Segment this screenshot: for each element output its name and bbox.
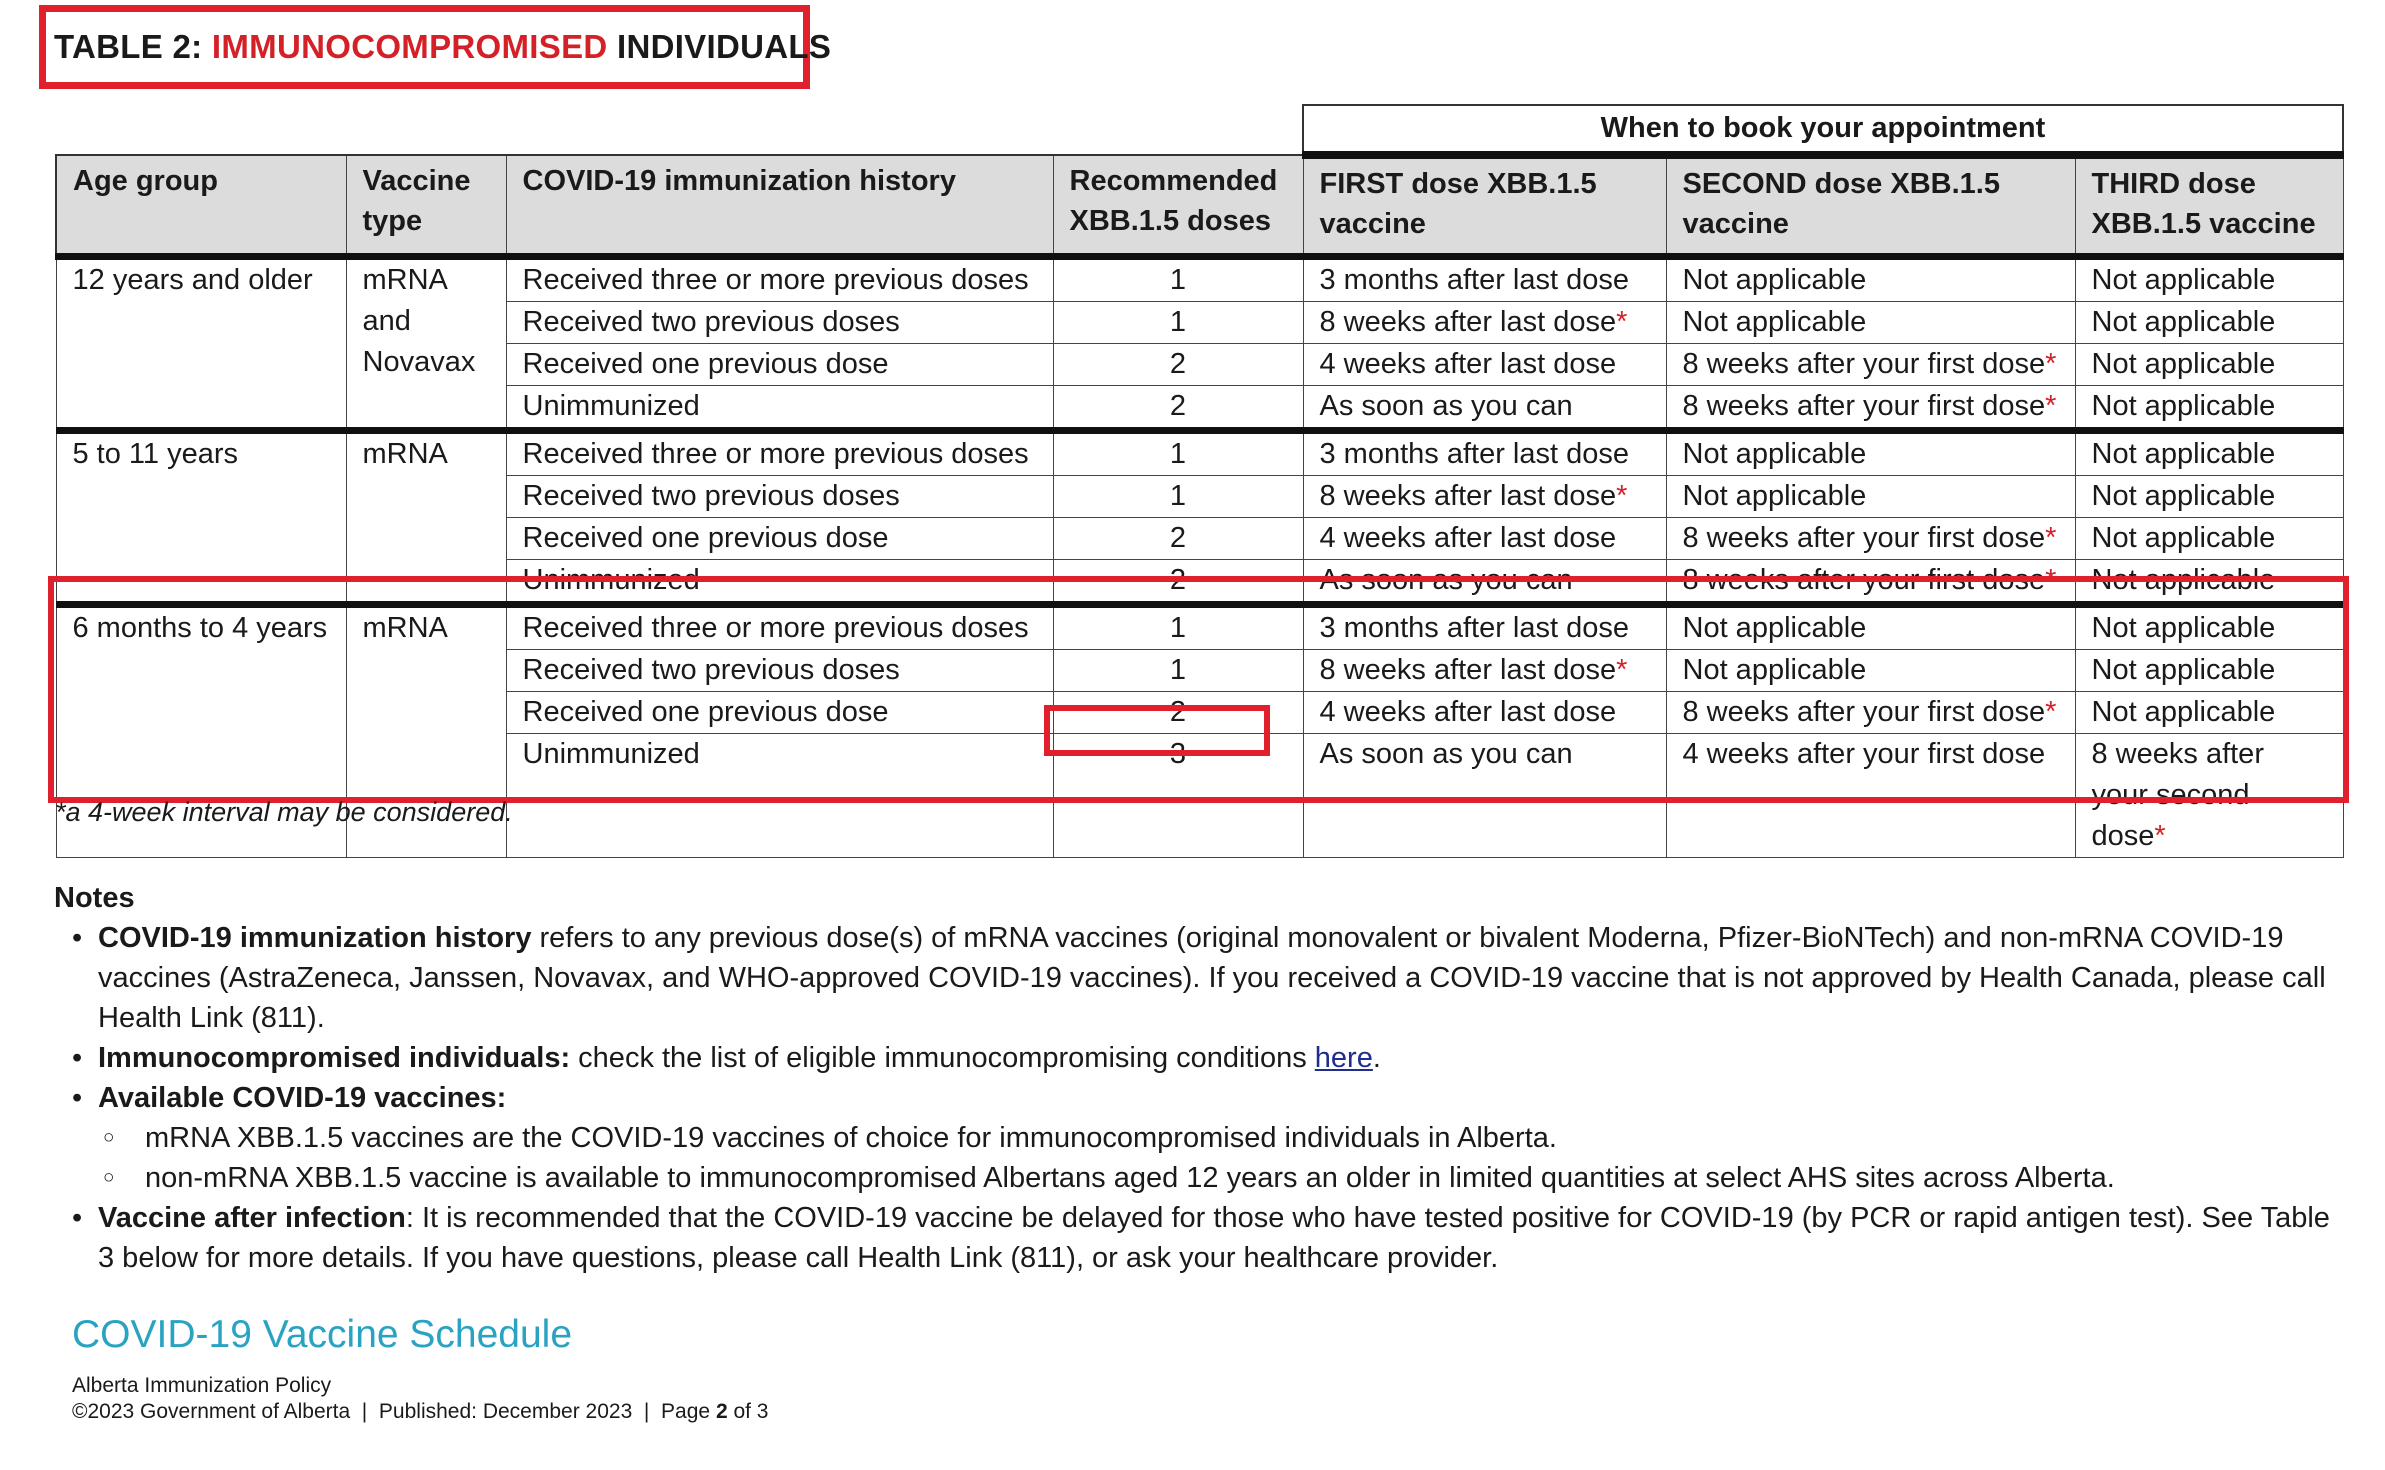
doses-cell: 2 [1053,560,1303,605]
vaccine-type-cell: mRNA and Novavax [346,257,506,431]
second-dose-cell: Not applicable [1666,257,2075,302]
history-cell: Received two previous doses [506,650,1053,692]
note-immunization-history: • COVID-19 immunization history refers to any previous dose(s) of mRNA vaccines (original monovalent or bivalent Moderna, Pfizer-BioNTech) and non-mRNA COVID-19 vaccines (AstraZeneca, Janssen, Novavax, and WHO-approved COVID-19 vaccines). If you received a COVID-19 vaccine that is not approved by Health Canada, please call Health Link (811). [58,918,2348,1038]
second-dose-cell: Not applicable [1666,650,2075,692]
first-dose-cell: 4 weeks after last dose [1303,692,1666,734]
asterisk-marker: * [2045,696,2057,728]
second-dose-cell: Not applicable [1666,605,2075,650]
doses-cell: 1 [1053,476,1303,518]
conditions-list-link[interactable]: here [1314,1042,1373,1074]
second-dose-cell: 8 weeks after your first dose* [1666,692,2075,734]
doses-cell: 1 [1053,605,1303,650]
header-immunization-history: COVID-19 immunization history [506,155,1053,257]
doses-cell: 2 [1053,518,1303,560]
footer-copyright: ©2023 Government of Alberta | Published: December 2023 | Page 2 of 3 [72,1400,769,1423]
third-dose-cell: Not applicable [2075,560,2343,605]
second-dose-cell: 8 weeks after your first dose* [1666,560,2075,605]
asterisk-marker: * [2045,390,2057,422]
doses-cell: 2 [1053,344,1303,386]
history-cell: Unimmunized [506,734,1053,858]
page-current: 2 [715,1400,728,1423]
asterisk-marker: * [2154,820,2166,852]
doses-cell: 1 [1053,650,1303,692]
second-dose-cell: Not applicable [1666,476,2075,518]
doses-cell: 1 [1053,431,1303,476]
first-dose-cell: 4 weeks after last dose [1303,518,1666,560]
third-dose-cell: Not applicable [2075,692,2343,734]
doses-cell: 3 [1053,734,1303,858]
second-dose-cell: 8 weeks after your first dose* [1666,344,2075,386]
history-cell: Received two previous doses [506,476,1053,518]
first-dose-cell: As soon as you can [1303,560,1666,605]
second-dose-cell: Not applicable [1666,302,2075,344]
header-age-group: Age group [56,155,346,257]
age-group-cell: 5 to 11 years [56,431,346,605]
asterisk-marker: * [1616,306,1628,338]
footer-policy: Alberta Immunization Policy [72,1374,332,1397]
note-vaccine-after-infection: • Vaccine after infection: It is recommended that the COVID-19 vaccine be delayed for those who have tested positive for COVID-19 (by PCR or rapid antigen test). See Table 3 below for more details. If you have questions, please call Health Link (811), or ask your healthcare provider. [58,1198,2348,1278]
history-cell: Received three or more previous doses [506,257,1053,302]
header-second-dose: SECOND dose XBB.1.5 vaccine [1666,155,2075,257]
history-cell: Received two previous doses [506,302,1053,344]
third-dose-cell: Not applicable [2075,431,2343,476]
history-cell: Received one previous dose [506,692,1053,734]
note-immunocompromised: • Immunocompromised individuals: check the list of eligible immunocompromising conditions here. [58,1038,2348,1078]
doses-cell: 1 [1053,302,1303,344]
notes-heading: Notes [54,882,135,914]
history-cell: Unimmunized [506,386,1053,431]
vaccine-type-cell: mRNA [346,431,506,605]
first-dose-cell: As soon as you can [1303,386,1666,431]
history-cell: Received three or more previous doses [506,431,1053,476]
doses-cell: 2 [1053,692,1303,734]
first-dose-cell: 3 months after last dose [1303,605,1666,650]
doses-cell: 2 [1053,386,1303,431]
history-cell: Unimmunized [506,560,1053,605]
second-dose-cell: Not applicable [1666,431,2075,476]
age-group-cell: 12 years and older [56,257,346,431]
third-dose-cell: Not applicable [2075,476,2343,518]
header-recommended-doses: Recommended XBB.1.5 doses [1053,155,1303,257]
highlight-box-6-months-group [48,576,2349,803]
history-cell: Received three or more previous doses [506,605,1053,650]
third-dose-cell: Not applicable [2075,344,2343,386]
when-to-book-header: When to book your appointment [1303,105,2343,155]
column-headers [56,155,2343,257]
table-title: TABLE 2: IMMUNOCOMPROMISED INDIVIDUALS [54,28,832,65]
second-dose-cell: 8 weeks after your first dose* [1666,518,2075,560]
sub-note-non-mrna: ○ non-mRNA XBB.1.5 vaccine is available to immunocompromised Albertans aged 12 years an older in limited quantities at select AHS sites across Alberta. [98,1158,2348,1198]
third-dose-cell: Not applicable [2075,518,2343,560]
third-dose-cell: Not applicable [2075,650,2343,692]
sub-note-mrna: ○ mRNA XBB.1.5 vaccines are the COVID-19 vaccines of choice for immunocompromised individuals in Alberta. [98,1118,2348,1158]
first-dose-cell: 8 weeks after last dose* [1303,476,1666,518]
doses-cell: 1 [1053,257,1303,302]
age-group-cell: 6 months to 4 years [56,605,346,858]
first-dose-cell: As soon as you can [1303,734,1666,858]
third-dose-cell: Not applicable [2075,386,2343,431]
asterisk-marker: * [1616,480,1628,512]
first-dose-cell: 3 months after last dose [1303,257,1666,302]
history-cell: Received one previous dose [506,518,1053,560]
header-vaccine-type: Vaccine type [346,155,506,257]
third-dose-cell: Not applicable [2075,302,2343,344]
second-dose-cell: 4 weeks after your first dose [1666,734,2075,858]
vaccine-type-cell: mRNA [346,605,506,858]
table-row [56,257,2343,302]
third-dose-cell: Not applicable [2075,257,2343,302]
second-dose-cell: 8 weeks after your first dose* [1666,386,2075,431]
note-available-vaccines: • Available COVID-19 vaccines: ○ mRNA XBB.1.5 vaccines are the COVID-19 vaccines of choice for immunocompromised individuals in Alberta. ○ non-mRNA XBB.1.5 vaccine is available to immunocompromised Albertans aged 12 years an older in limited quantities at select AHS sites across Alberta. [58,1078,2348,1198]
table-footnote: *a 4-week interval may be considered. [55,797,513,827]
first-dose-cell: 8 weeks after last dose* [1303,302,1666,344]
asterisk-marker: * [2045,348,2057,380]
table-row [56,431,2343,476]
first-dose-cell: 8 weeks after last dose* [1303,650,1666,692]
highlight-box-three-doses [1044,705,1270,756]
schedule-title: COVID-19 Vaccine Schedule [72,1313,573,1356]
third-dose-cell: Not applicable [2075,605,2343,650]
third-dose-cell: 8 weeks after your second dose* [2075,734,2343,858]
header-third-dose: THIRD dose XBB.1.5 vaccine [2075,155,2343,257]
asterisk-marker: * [1616,654,1628,686]
first-dose-cell: 3 months after last dose [1303,431,1666,476]
notes-list [58,918,2348,1278]
asterisk-marker: * [2045,522,2057,554]
history-cell: Received one previous dose [506,344,1053,386]
first-dose-cell: 4 weeks after last dose [1303,344,1666,386]
title-highlight: IMMUNOCOMPROMISED [211,28,608,65]
asterisk-marker: * [2045,564,2057,596]
header-first-dose: FIRST dose XBB.1.5 vaccine [1303,155,1666,257]
